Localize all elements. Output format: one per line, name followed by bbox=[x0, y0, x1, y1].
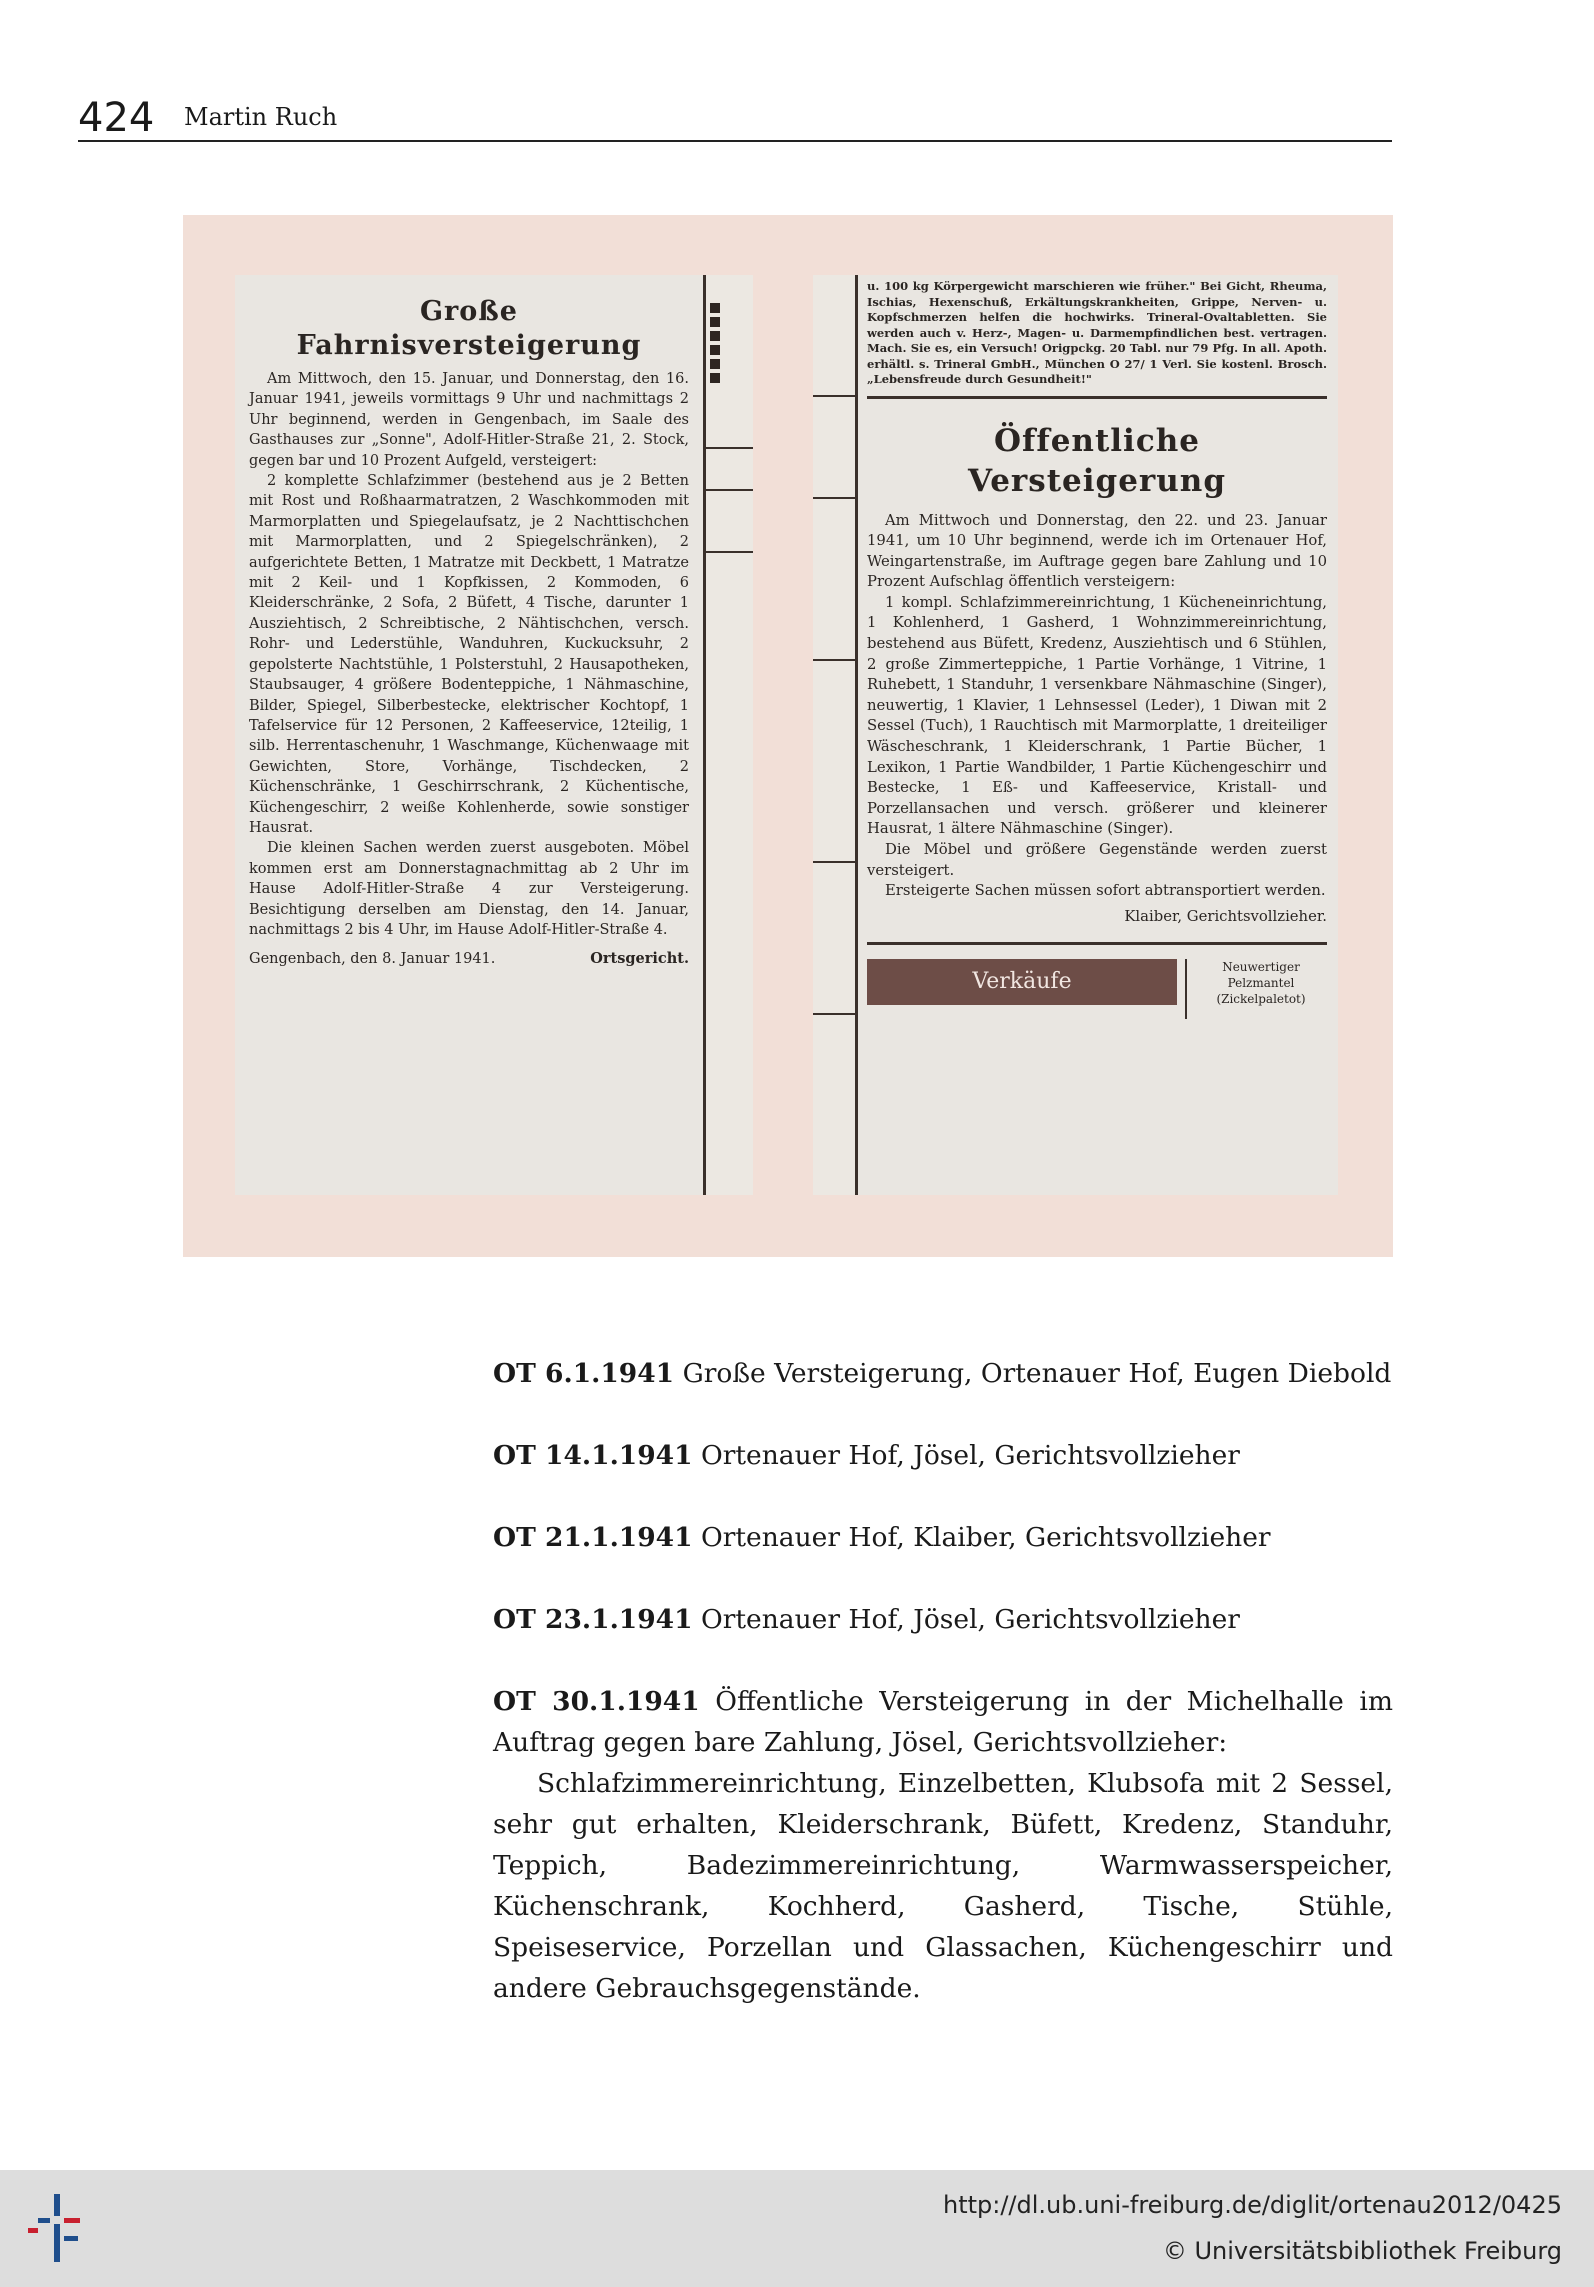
clipping-left-title: Große Fahrnisversteigerung bbox=[296, 296, 642, 361]
clipping-right-top-ad: u. 100 kg Körpergewicht marschieren wie früher." Bei Gicht, Rheuma, Ischias, Hexenschuß, Erkältungskrankheiten, Grippe, Nerven- u. Kopfschmerzen helfen die hochwirks. Trineral-Ovaltabletten. Sie werden auch v. Herz-, Magen- u. Darmempfindlichen best. vertragen. Mach. Sie es, ein Versuch! Origpckg. 20 Tabl. nur 79 Pfg. In all. Apoth. erhältl. s. Trineral GmbH., München O 27/ 1 Verl. Sie kostenl. Brosch. „Lebensfreude durch Gesundheit!" bbox=[867, 279, 1327, 399]
clipping-right-adjacent-column bbox=[813, 275, 858, 1195]
clipping-right-bottom-ad: Neuwertiger Pelzmantel (Zickelpaletot) bbox=[1185, 959, 1327, 1019]
clipping-left-paragraph: Am Mittwoch, den 15. Januar, und Donnerstag, den 16. Januar 1941, jeweils vormittags 9 Uhr und nachmittags 2 Uhr beginnend, werden in Gengenbach, im Saale des Gasthauses zur „Sonne", Adolf-Hitler-Straße 21, 2. Stock, gegen bar und 10 Prozent Aufgeld, versteigert: bbox=[249, 371, 689, 469]
clipping-left-paragraph: 2 komplette Schlafzimmer (bestehend aus je 2 Betten mit Rost und Roßhaarmatratzen, 2 Waschkommoden mit Marmorplatten und Spiegelaufsatz, je 2 Nachttischchen mit Marmorplatten, und 2 Spiegelschränken), 2 aufgerichtete Betten, 1 Matratze mit Deckbett, 1 Matratze mit 2 Keil- und 1 Kopfkissen, 2 Kommoden, 6 Kleiderschränke, 2 Sofa, 2 Büfett, 4 Tische, darunter 1 Ausziehtisch, 2 Schreibtische, 2 Nähtischchen, versch. Rohr- und Lederstühle, Wanduhren, Kuckucksuhr, 2 gepolsterte Nachtstühle, 1 Polsterstuhl, 2 Hausapotheken, Staubsauger, 4 größere Bodenteppiche, 1 Nähmaschine, Bilder, Spiegel, Silberbestecke, elektrischer Kochtopf, 1 Tafelservice für 12 Personen, 2 Kaffeeservice, 12teilig, 1 silb. Herrentaschenuhr, 1 Waschmange, Küchenwaage mit Gewichten, Store, Vorhänge, Tischdecken, 2 Küchenschränke, 1 Geschirrschrank, 2 Küchentische, Küchengeschirr, 2 weiße Kohlenherde, sowie sonstiger Hausrat. bbox=[249, 473, 689, 836]
clipping-right-paragraph: Am Mittwoch und Donnerstag, den 22. und 23. Januar 1941, um 10 Uhr beginnend, werde ich im Ortenauer Hof, Weingartenstraße, im Auftrage gegen bare Zahlung und 10 Prozent Aufschlag öffentlich versteigern: bbox=[867, 511, 1327, 591]
clipping-right-body bbox=[867, 511, 1327, 902]
clipping-right-signer: Klaiber, Gerichtsvollzieher. bbox=[867, 906, 1327, 945]
entry-text: Ortenauer Hof, Klaiber, Gerichtsvollzieher bbox=[701, 1522, 1271, 1553]
caption-entry bbox=[493, 1599, 1393, 1640]
page-number: 424 bbox=[78, 95, 155, 141]
caption-entry bbox=[493, 1435, 1393, 1476]
footer-bar bbox=[0, 2170, 1594, 2287]
library-logo-icon bbox=[24, 2188, 104, 2268]
newspaper-clippings-figure bbox=[183, 215, 1393, 1257]
clipping-left-signer: Ortsgericht. bbox=[590, 950, 689, 968]
clipping-left-paragraph: Die kleinen Sachen werden zuerst ausgeboten. Möbel kommen erst am Donnerstagnachmittag ab 2 Uhr im Hause Adolf-Hitler-Straße 4 zur Versteigerung. Besichtigung derselben am Dienstag, den 14. Januar, nachmittags 2 bis 4 Uhr, im Hause Adolf-Hitler-Straße 4. bbox=[249, 840, 689, 938]
clipping-left-body bbox=[249, 369, 689, 940]
caption-entry bbox=[493, 1353, 1393, 1394]
clipping-left-adjacent-column bbox=[703, 275, 753, 1195]
source-url-link[interactable]: http://dl.ub.uni-freiburg.de/diglit/ortenau2012/0425 bbox=[942, 2191, 1562, 2219]
clipping-right-paragraph: 1 kompl. Schlafzimmereinrichtung, 1 Kücheneinrichtung, 1 Kohlenherd, 1 Gasherd, 1 Wohnzimmereinrichtung, bestehend aus Büfett, Kredenz, Ausziehtisch und 6 Stühlen, 2 große Zimmerteppiche, 1 Partie Vorhänge, 1 Vitrine, 1 Ruhebett, 1 Standuhr, 1 versenkbare Nähmaschine (Singer), neuwertig, 1 Klavier, 1 Lehnsessel (Leder), 1 Diwan mit 2 Sessel (Tuch), 1 Rauchtisch mit Marmorplatte, 1 dreiteiliger Wäscheschrank, 1 Kleiderschrank, 1 Partie Bücher, 1 Lexikon, 1 Partie Wandbilder, 1 Partie Küchengeschirr und Bestecke, 1 Eß- und Kaffeeservice, Kristall- und Porzellansachen und versch. größerer und kleinerer Hausrat, 1 ältere Nähmaschine (Singer). bbox=[867, 593, 1327, 838]
running-header bbox=[78, 96, 1392, 142]
clipping-right bbox=[813, 275, 1338, 1195]
running-head-author: Martin Ruch bbox=[184, 103, 338, 131]
clipping-left bbox=[235, 275, 753, 1195]
entry-reference: OT 21.1.1941 bbox=[493, 1522, 693, 1553]
copyright-notice: © Universitätsbibliothek Freiburg bbox=[1162, 2237, 1562, 2265]
entry-reference: OT 6.1.1941 bbox=[493, 1358, 675, 1389]
caption-entries bbox=[493, 1353, 1393, 2050]
entry-detail: Schlafzimmereinrichtung, Einzelbetten, Klubsofa mit 2 Sessel, sehr gut erhalten, Kleiderschrank, Büfett, Kredenz, Standuhr, Teppich, Badezimmereinrichtung, Warmwasserspeicher, Küchenschrank, Kochherd, Gasherd, Tische, Stühle, Speiseservice, Porzellan und Glassachen, Küchengeschirr und andere Gebrauchsgegenstände. bbox=[493, 1768, 1393, 2004]
clipping-left-place-date: Gengenbach, den 8. Januar 1941. bbox=[249, 951, 496, 968]
entry-text: Ortenauer Hof, Jösel, Gerichtsvollzieher bbox=[701, 1604, 1240, 1635]
entry-reference: OT 14.1.1941 bbox=[493, 1440, 693, 1471]
clipping-right-paragraph: Die Möbel und größere Gegenstände werden zuerst versteigert. bbox=[867, 841, 1327, 879]
entry-text: Öffentliche Versteigerung in der Michelhalle im Auftrag gegen bare Zahlung, Jösel, Gerichtsvollzieher: bbox=[493, 1686, 1393, 1758]
clipping-right-paragraph: Ersteigerte Sachen müssen sofort abtransportiert werden. bbox=[885, 882, 1326, 900]
clipping-right-section-bar: Verkäufe bbox=[867, 959, 1177, 1005]
clipping-left-signature bbox=[249, 948, 689, 970]
caption-entry bbox=[493, 1517, 1393, 1558]
clipping-right-title: Öffentliche Versteigerung bbox=[967, 422, 1227, 499]
entry-text: Ortenauer Hof, Jösel, Gerichtsvollzieher bbox=[701, 1440, 1240, 1471]
entry-reference: OT 30.1.1941 bbox=[493, 1686, 700, 1717]
caption-entry bbox=[493, 1681, 1393, 2009]
entry-reference: OT 23.1.1941 bbox=[493, 1604, 693, 1635]
entry-text: Große Versteigerung, Ortenauer Hof, Eugen Diebold bbox=[682, 1358, 1392, 1389]
